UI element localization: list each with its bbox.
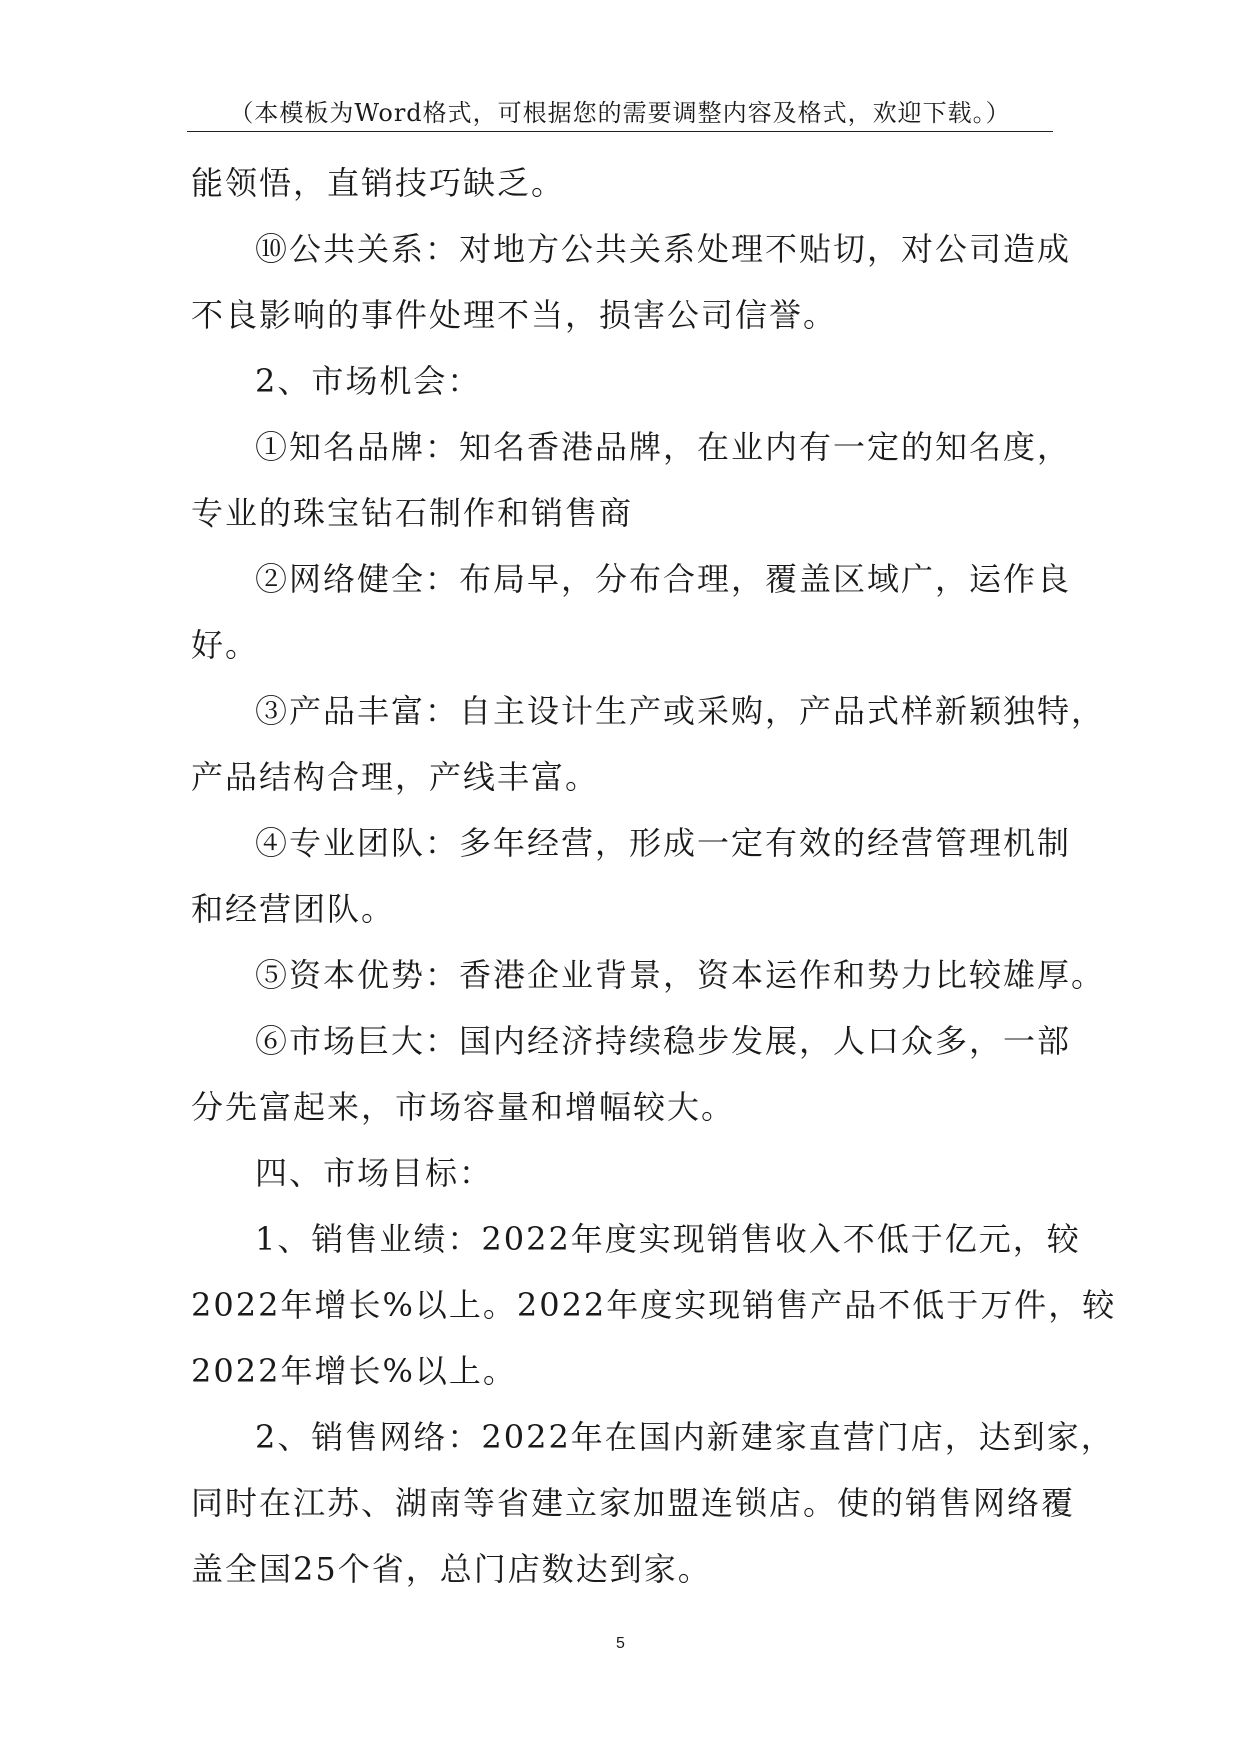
- page-header: （本模板为Word格式，可根据您的需要调整内容及格式，欢迎下载。）: [229, 99, 1011, 127]
- body-line: ⑤资本优势：香港企业背景，资本运作和势力比较雄厚。: [255, 956, 1106, 994]
- body-line: 好。: [191, 626, 260, 664]
- body-line: 2022年增长%以上。2022年度实现销售产品不低于万件，较: [191, 1286, 1117, 1324]
- body-line: 同时在江苏、湖南等省建立家加盟连锁店。使的销售网络覆: [191, 1484, 1076, 1522]
- body-line: 分先富起来，市场容量和增幅较大。: [191, 1088, 736, 1126]
- body-line: 四、市场目标：: [255, 1154, 494, 1192]
- body-line: 2022年增长%以上。: [191, 1352, 517, 1390]
- header-divider: [187, 131, 1053, 132]
- body-line: 2、市场机会：: [255, 362, 482, 400]
- body-line: ⑥市场巨大：国内经济持续稳步发展，人口众多，一部: [255, 1022, 1072, 1060]
- body-line: 2、销售网络：2022年在国内新建家直营门店，达到家，: [255, 1418, 1115, 1456]
- page-number: 5: [616, 1635, 625, 1652]
- body-line: ①知名品牌：知名香港品牌，在业内有一定的知名度，: [255, 428, 1072, 466]
- body-line: 和经营团队。: [191, 890, 396, 928]
- body-line: ⑩公共关系：对地方公共关系处理不贴切，对公司造成: [255, 230, 1072, 268]
- body-line: 不良影响的事件处理不当，损害公司信誉。: [191, 296, 838, 334]
- body-line: ②网络健全：布局早，分布合理，覆盖区域广，运作良: [255, 560, 1072, 598]
- body-line: 1、销售业绩：2022年度实现销售收入不低于亿元，较: [255, 1220, 1081, 1258]
- body-line: ④专业团队：多年经营，形成一定有效的经营管理机制: [255, 824, 1072, 862]
- body-line: 产品结构合理，产线丰富。: [191, 758, 600, 796]
- body-line: ③产品丰富：自主设计生产或采购，产品式样新颖独特，: [255, 692, 1106, 730]
- body-line: 能领悟，直销技巧缺乏。: [191, 164, 566, 202]
- body-line: 专业的珠宝钻石制作和销售商: [191, 494, 634, 532]
- document-body: [191, 150, 1117, 1602]
- body-line: 盖全国25个省，总门店数达到家。: [191, 1550, 712, 1588]
